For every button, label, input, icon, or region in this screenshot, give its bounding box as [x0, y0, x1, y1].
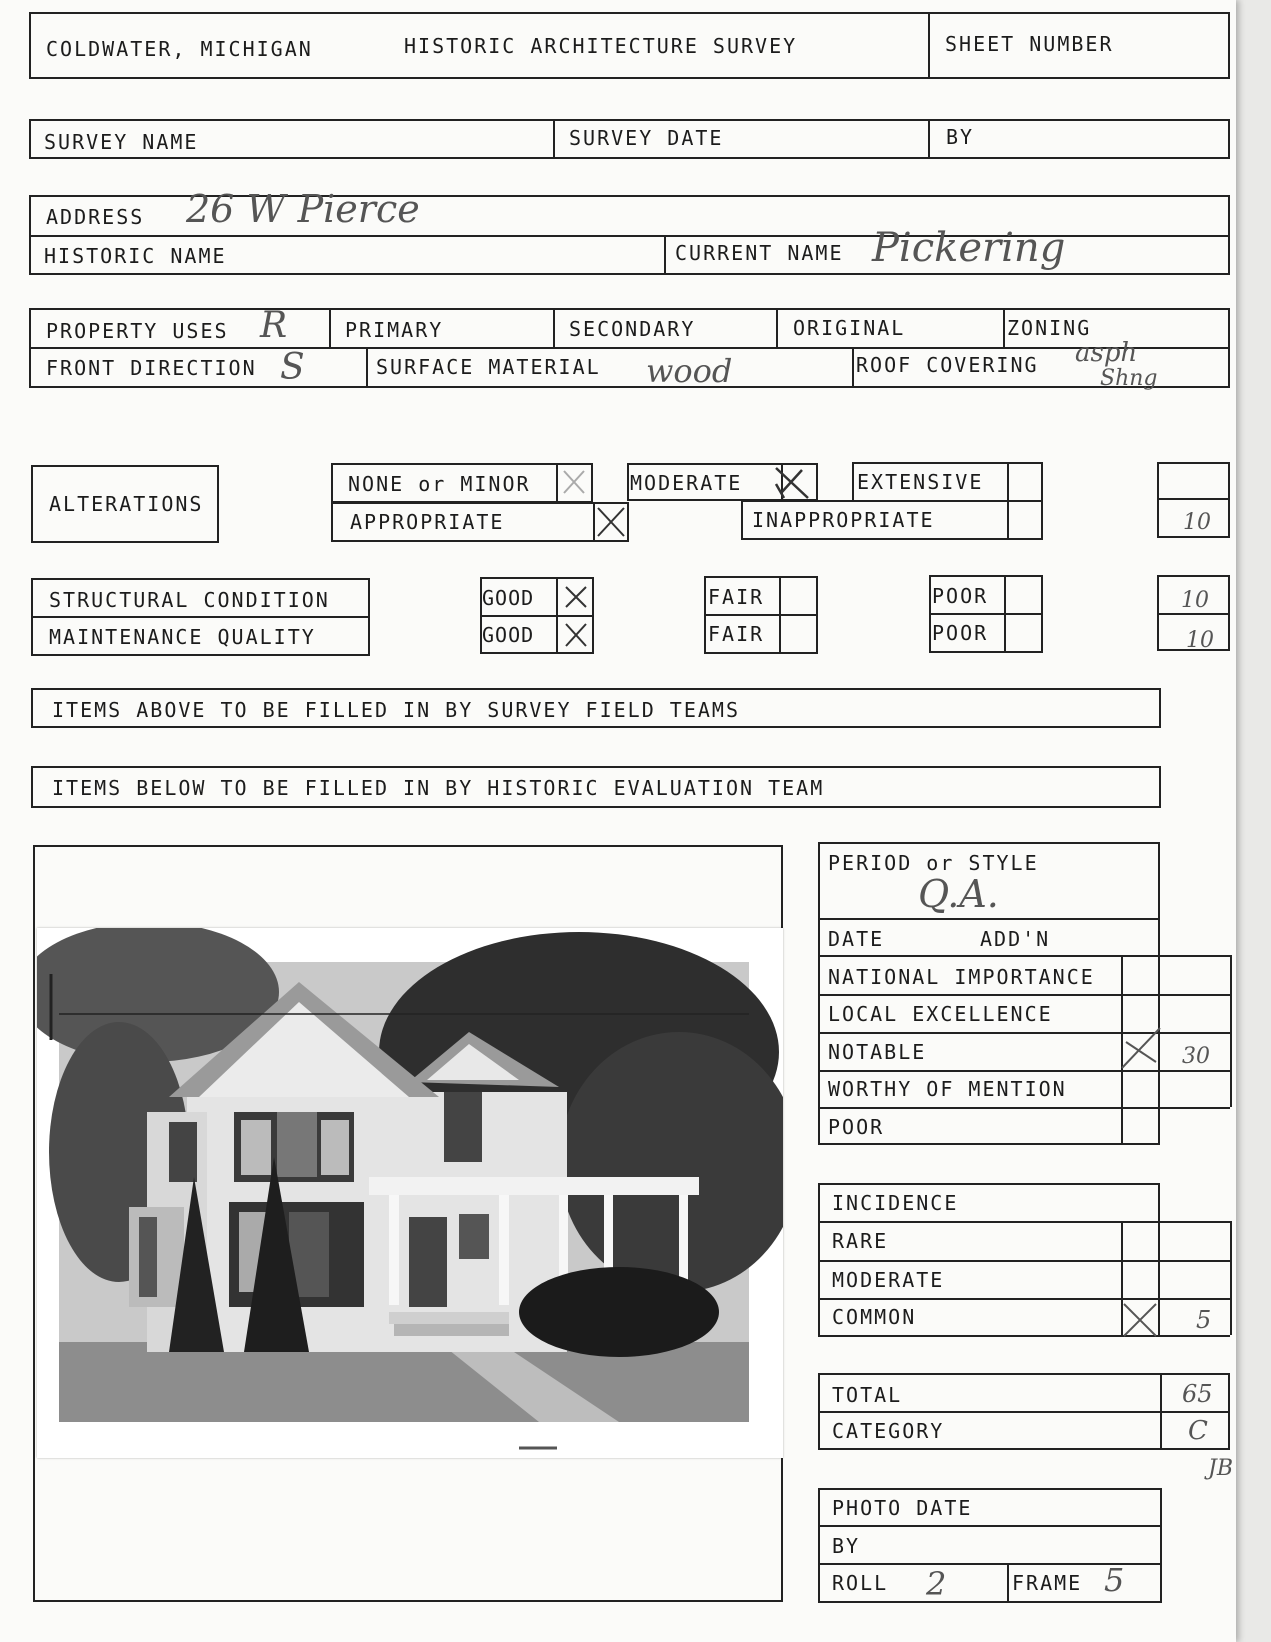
- structural-good-label: GOOD: [482, 586, 535, 610]
- local-excellence-label: LOCAL EXCELLENCE: [828, 1002, 1053, 1026]
- addn-label: ADD'N: [980, 927, 1051, 951]
- category-value: C: [1188, 1416, 1208, 1446]
- zoning-label: ZONING: [1007, 316, 1092, 340]
- common-score: 5: [1196, 1306, 1212, 1334]
- appropriate-label: APPROPRIATE: [350, 510, 505, 534]
- maintenance-good-label: GOOD: [482, 623, 535, 647]
- surface-material-value: wood: [646, 352, 733, 390]
- maintenance-score: 10: [1186, 628, 1214, 653]
- total-value: 65: [1182, 1380, 1213, 1408]
- alterations-label: ALTERATIONS: [49, 492, 204, 516]
- common-label: COMMON: [832, 1305, 917, 1329]
- photo-date-label: PHOTO DATE: [832, 1496, 973, 1520]
- front-direction-label: FRONT DIRECTION: [46, 356, 257, 380]
- maintenance-poor-label: POOR: [932, 621, 989, 645]
- notable-score: 30: [1182, 1044, 1210, 1069]
- form-title: HISTORIC ARCHITECTURE SURVEY: [404, 34, 798, 58]
- extensive-label: EXTENSIVE: [857, 470, 984, 494]
- frame-label: FRAME: [1012, 1571, 1083, 1595]
- initials: JB: [1208, 1456, 1233, 1481]
- structural-good-check-icon: [562, 583, 590, 611]
- incidence-moderate-label: MODERATE: [832, 1268, 945, 1292]
- address-value: 26 W Pierce: [186, 187, 420, 231]
- maintenance-good-check-icon: [562, 620, 590, 650]
- roll-label: ROLL: [832, 1571, 889, 1595]
- maintenance-quality-label: MAINTENANCE QUALITY: [49, 625, 316, 649]
- structural-fair-label: FAIR: [708, 585, 765, 609]
- house-photo: [37, 928, 783, 1458]
- sheet-number-label: SHEET NUMBER: [945, 32, 1114, 56]
- eval-poor-label: POOR: [828, 1115, 885, 1139]
- current-name-label: CURRENT NAME: [675, 241, 844, 265]
- moderate-check-icon: [768, 462, 818, 502]
- common-check-icon: [1118, 1300, 1162, 1340]
- structural-score: 10: [1181, 588, 1209, 613]
- total-label: TOTAL: [832, 1383, 903, 1407]
- property-uses-label: PROPERTY USES: [46, 319, 229, 343]
- eval-date-label: DATE: [828, 927, 885, 951]
- notable-label: NOTABLE: [828, 1040, 927, 1064]
- maintenance-fair-label: FAIR: [708, 622, 765, 646]
- property-uses-value: R: [260, 305, 288, 346]
- national-importance-label: NATIONAL IMPORTANCE: [828, 965, 1095, 989]
- roof-covering-label: ROOF COVERING: [856, 353, 1039, 377]
- front-direction-value: S: [280, 347, 305, 388]
- none-minor-check-icon: [560, 467, 588, 497]
- rare-label: RARE: [832, 1229, 889, 1253]
- historic-name-label: HISTORIC NAME: [44, 244, 227, 268]
- roll-value: 2: [926, 1565, 947, 1603]
- photo-by-label: BY: [832, 1534, 861, 1558]
- appropriate-check-icon: [594, 504, 628, 540]
- survey-name-label: SURVEY NAME: [44, 130, 199, 154]
- period-style-value: Q.A.: [918, 872, 999, 916]
- secondary-label: SECONDARY: [569, 317, 696, 341]
- category-label: CATEGORY: [832, 1419, 945, 1443]
- notable-check-icon: [1118, 1024, 1164, 1072]
- period-style-label: PERIOD or STYLE: [828, 851, 1039, 875]
- incidence-label: INCIDENCE: [832, 1191, 959, 1215]
- primary-label: PRIMARY: [345, 318, 444, 342]
- city-label: COLDWATER, MICHIGAN: [46, 37, 313, 61]
- alterations-score: 10: [1183, 510, 1211, 535]
- survey-by-label: BY: [946, 125, 975, 149]
- frame-value: 5: [1104, 1561, 1125, 1599]
- worthy-of-mention-label: WORTHY OF MENTION: [828, 1077, 1067, 1101]
- inappropriate-label: INAPPROPRIATE: [752, 508, 935, 532]
- survey-date-label: SURVEY DATE: [569, 126, 724, 150]
- evaluation-team-note: ITEMS BELOW TO BE FILLED IN BY HISTORIC EVALUATION TEAM: [52, 776, 825, 800]
- original-label: ORIGINAL: [793, 316, 906, 340]
- moderate-alt-label: MODERATE: [630, 471, 743, 495]
- address-label: ADDRESS: [46, 205, 145, 229]
- current-name-value: Pickering: [872, 225, 1066, 271]
- roof-covering-value-2: Shng: [1100, 366, 1158, 391]
- field-teams-note: ITEMS ABOVE TO BE FILLED IN BY SURVEY FIELD TEAMS: [52, 698, 741, 722]
- surface-material-label: SURFACE MATERIAL: [376, 355, 601, 379]
- roof-covering-value: asph: [1075, 338, 1138, 368]
- structural-condition-label: STRUCTURAL CONDITION: [49, 588, 330, 612]
- none-minor-label: NONE or MINOR: [348, 472, 531, 496]
- structural-poor-label: POOR: [932, 584, 989, 608]
